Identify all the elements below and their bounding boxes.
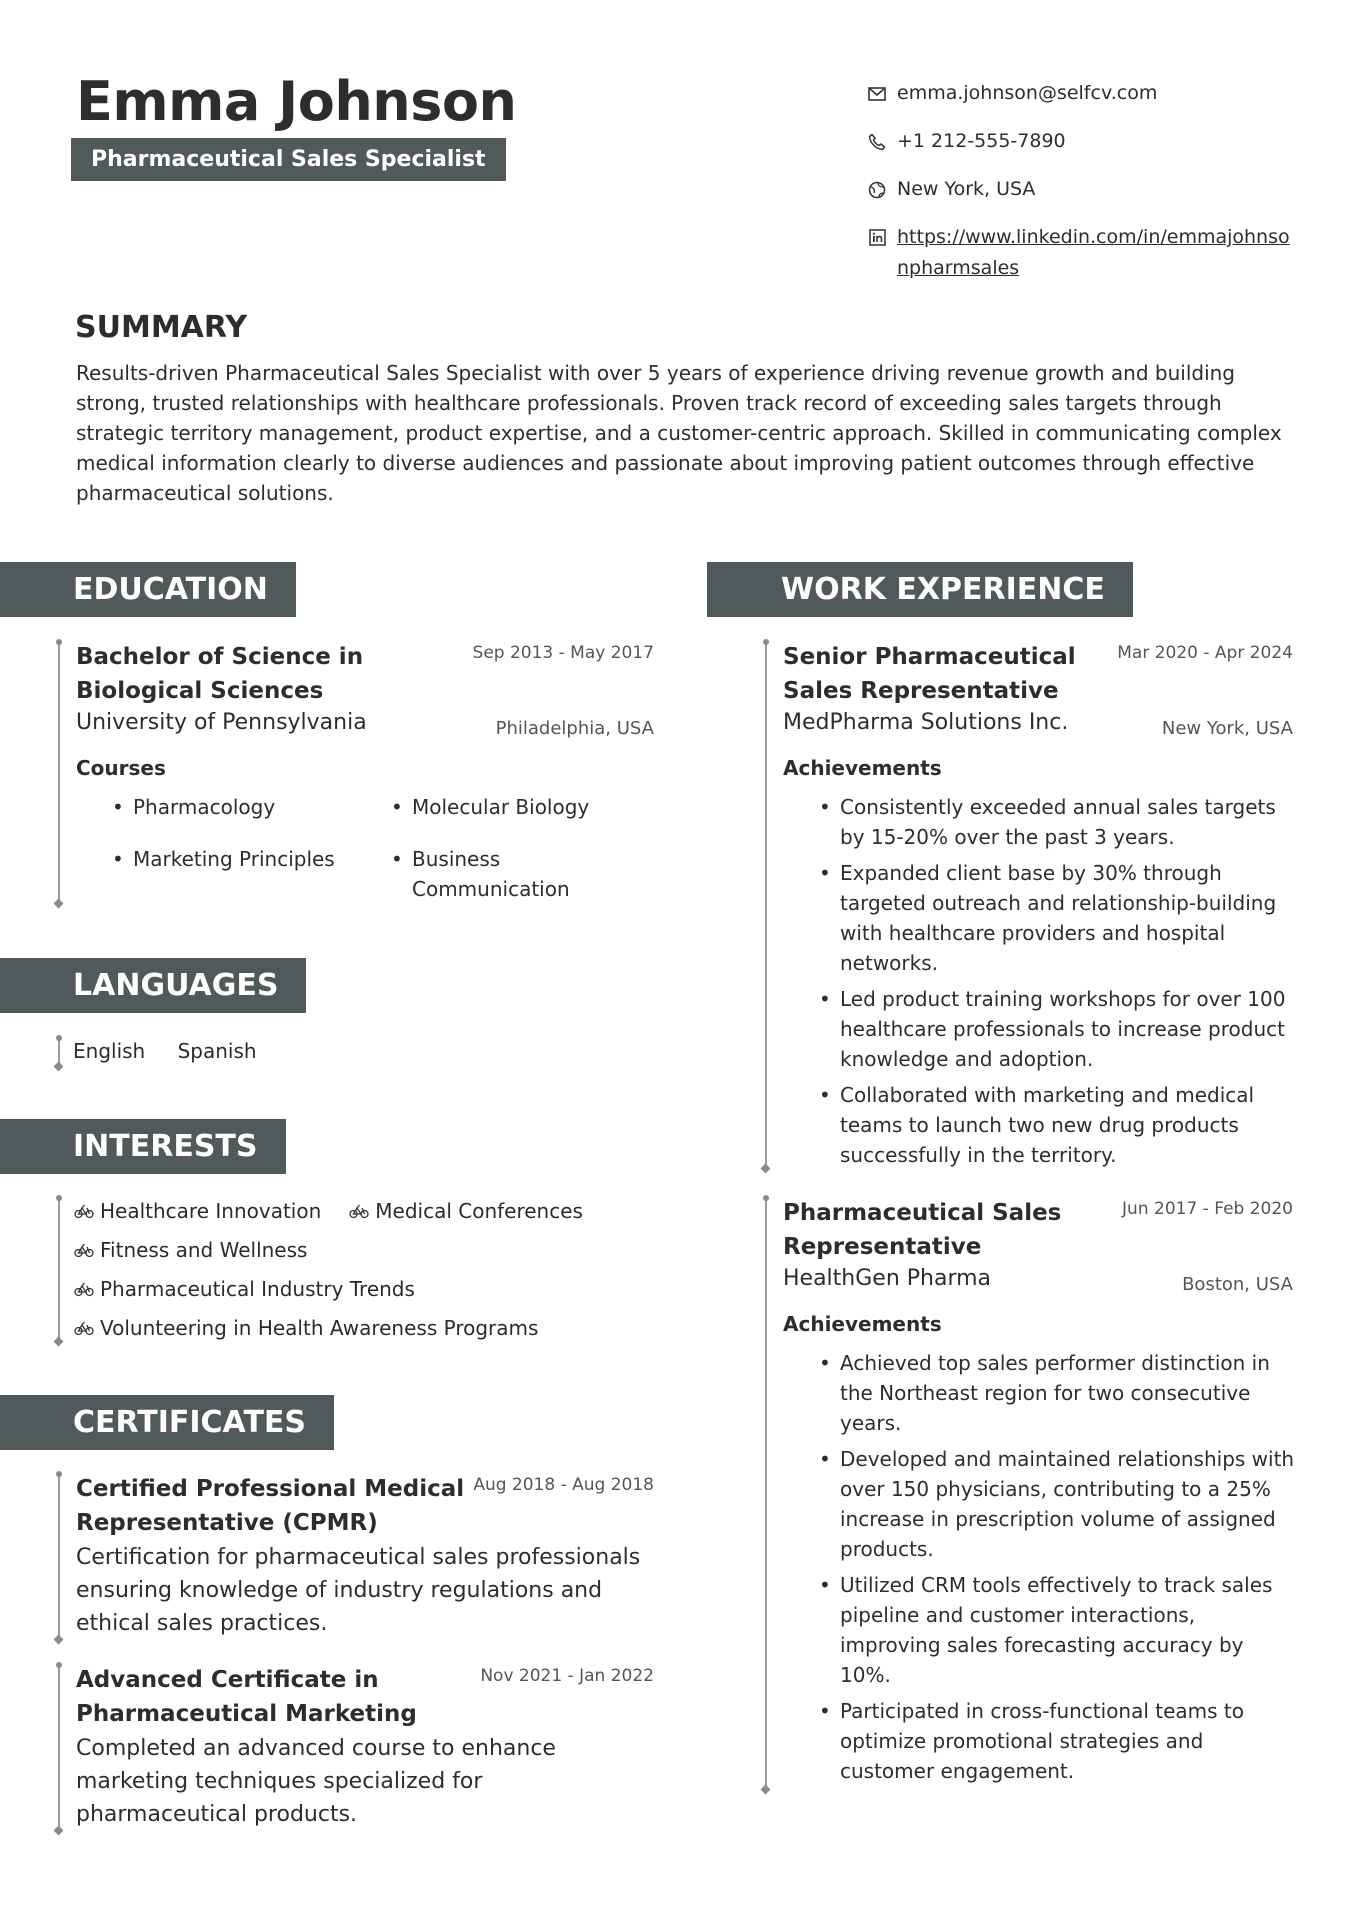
interest-label: Healthcare Innovation — [100, 1199, 322, 1223]
job-timeline — [765, 642, 767, 1167]
job-location: New York, USA — [1161, 718, 1293, 739]
achievement-item: • Led product training workshops for over 100 healthcare professionals to increase product knowledge and adoption. — [815, 984, 1295, 1074]
certificate-description: Completed an advanced course to enhance marketing techniques specialized for pharmaceutical products. — [76, 1736, 556, 1827]
summary-text: Results-driven Pharmaceutical Sales Specialist with over 5 years of experience driving revenue growth and building strong, trusted relationships with healthcare professionals. Proven track record of exceeding sales targets through strategic territory management, product expertise, and a customer-centric approach. Skilled in communicating complex medical information clearly to diverse audiences and passionate about improving patient outcomes through effective pharmaceutical solutions. — [76, 361, 1282, 505]
job-title: Senior Pharmaceutical Sales Representative — [783, 644, 1076, 704]
contact-phone — [866, 126, 1296, 157]
achievement-item: • Participated in cross-functional teams to optimize promotional strategies and customer engagement. — [815, 1696, 1295, 1786]
education-heading: EDUCATION — [0, 562, 296, 617]
certificate-title: Certified Professional Medical Representative (CPMR) — [76, 1476, 465, 1536]
course-item: • Molecular Biology — [387, 792, 637, 822]
work-experience-heading: WORK EXPERIENCE — [707, 562, 1133, 617]
course-item: • Business Communication — [387, 844, 637, 904]
course-item: • Marketing Principles — [108, 844, 368, 874]
job-company: HealthGen Pharma — [783, 1266, 992, 1291]
contact-location — [866, 174, 1296, 205]
course-item: • Pharmacology — [108, 792, 368, 822]
job-timeline — [765, 1198, 767, 1788]
interest-label: Pharmaceutical Industry Trends — [100, 1277, 415, 1301]
linkedin-link[interactable]: https://www.linkedin.com/in/emmajohnsonpharmsales — [897, 226, 1290, 279]
interest-item — [74, 1196, 321, 1226]
courses-label: Courses — [76, 756, 166, 780]
achievement-item: • Developed and maintained relationships with over 150 physicians, contributing to a 25% increase in prescription volume of assigned products. — [815, 1444, 1295, 1564]
education-degree: Bachelor of Science in Biological Sciences — [76, 644, 364, 704]
interest-item — [74, 1274, 654, 1304]
interests-list — [74, 1196, 654, 1343]
interest-item — [74, 1313, 654, 1343]
education-timeline — [58, 642, 60, 902]
achievements-label: Achievements — [783, 1312, 942, 1336]
language-item: English — [73, 1039, 146, 1063]
location-text: New York, USA — [897, 178, 1036, 200]
bicycle-icon — [74, 1242, 94, 1258]
achievement-item: • Utilized CRM tools effectively to track sales pipeline and customer interactions, improving sales forecasting accuracy by 10%. — [815, 1570, 1295, 1690]
education-location: Philadelphia, USA — [495, 718, 654, 739]
contact-email — [866, 78, 1296, 109]
interest-label: Fitness and Wellness — [100, 1238, 308, 1262]
phone-text: +1 212-555-7890 — [897, 130, 1066, 152]
languages-list — [73, 1036, 257, 1066]
languages-heading: LANGUAGES — [0, 958, 306, 1013]
education-school: University of Pennsylvania — [76, 710, 367, 735]
bicycle-icon — [74, 1320, 94, 1336]
job-dates: Mar 2020 - Apr 2024 — [1117, 643, 1293, 663]
summary-heading: SUMMARY — [75, 310, 248, 345]
interests-heading: INTERESTS — [0, 1119, 286, 1174]
certificate-description: Certification for pharmaceutical sales professionals ensuring knowledge of industry regulations and ethical sales practices. — [76, 1545, 641, 1636]
certificate-dates: Aug 2018 - Aug 2018 — [473, 1475, 654, 1495]
languages-timeline — [58, 1038, 60, 1065]
location-icon — [866, 174, 888, 205]
interest-label: Volunteering in Health Awareness Programs — [100, 1316, 539, 1340]
achievement-item: • Consistently exceeded annual sales targets by 15-20% over the past 3 years. — [815, 792, 1295, 852]
interest-item — [74, 1235, 654, 1265]
bicycle-icon — [74, 1203, 94, 1219]
certificate-timeline — [58, 1474, 60, 1638]
linkedin-icon — [866, 222, 888, 253]
achievements-label: Achievements — [783, 756, 942, 780]
achievements-list — [815, 1348, 1295, 1792]
certificates-heading: CERTIFICATES — [0, 1395, 334, 1450]
job-title-badge: Pharmaceutical Sales Specialist — [71, 138, 506, 181]
phone-icon — [866, 126, 888, 157]
achievement-item: • Achieved top sales performer distinction in the Northeast region for two consecutive years. — [815, 1348, 1295, 1438]
achievement-item: • Expanded client base by 30% through targeted outreach and relationship-building with healthcare providers and hospital networks. — [815, 858, 1295, 978]
envelope-icon — [866, 78, 888, 109]
certificate-dates: Nov 2021 - Jan 2022 — [480, 1666, 654, 1686]
courses-list-left — [108, 792, 368, 880]
interest-item — [349, 1196, 583, 1226]
job-company: MedPharma Solutions Inc. — [783, 710, 1069, 735]
contact-info — [866, 78, 1296, 301]
bicycle-icon — [349, 1203, 369, 1219]
achievements-list — [815, 792, 1295, 1176]
education-dates: Sep 2013 - May 2017 — [472, 643, 654, 663]
achievement-item: • Collaborated with marketing and medical teams to launch two new drug products successfully in the territory. — [815, 1080, 1295, 1170]
certificate-timeline — [58, 1665, 60, 1829]
interest-label: Medical Conferences — [375, 1199, 583, 1223]
certificate-title: Advanced Certificate in Pharmaceutical Marketing — [76, 1667, 417, 1727]
job-dates: Jun 2017 - Feb 2020 — [1122, 1199, 1293, 1219]
candidate-name: Emma Johnson — [76, 70, 517, 133]
bicycle-icon — [74, 1281, 94, 1297]
contact-linkedin — [866, 222, 1296, 284]
email-text: emma.johnson@selfcv.com — [897, 82, 1158, 104]
language-item: Spanish — [177, 1039, 257, 1063]
job-location: Boston, USA — [1182, 1274, 1293, 1295]
courses-list-right — [387, 792, 637, 910]
interests-timeline — [58, 1198, 60, 1340]
job-title: Pharmaceutical Sales Representative — [783, 1200, 1062, 1260]
